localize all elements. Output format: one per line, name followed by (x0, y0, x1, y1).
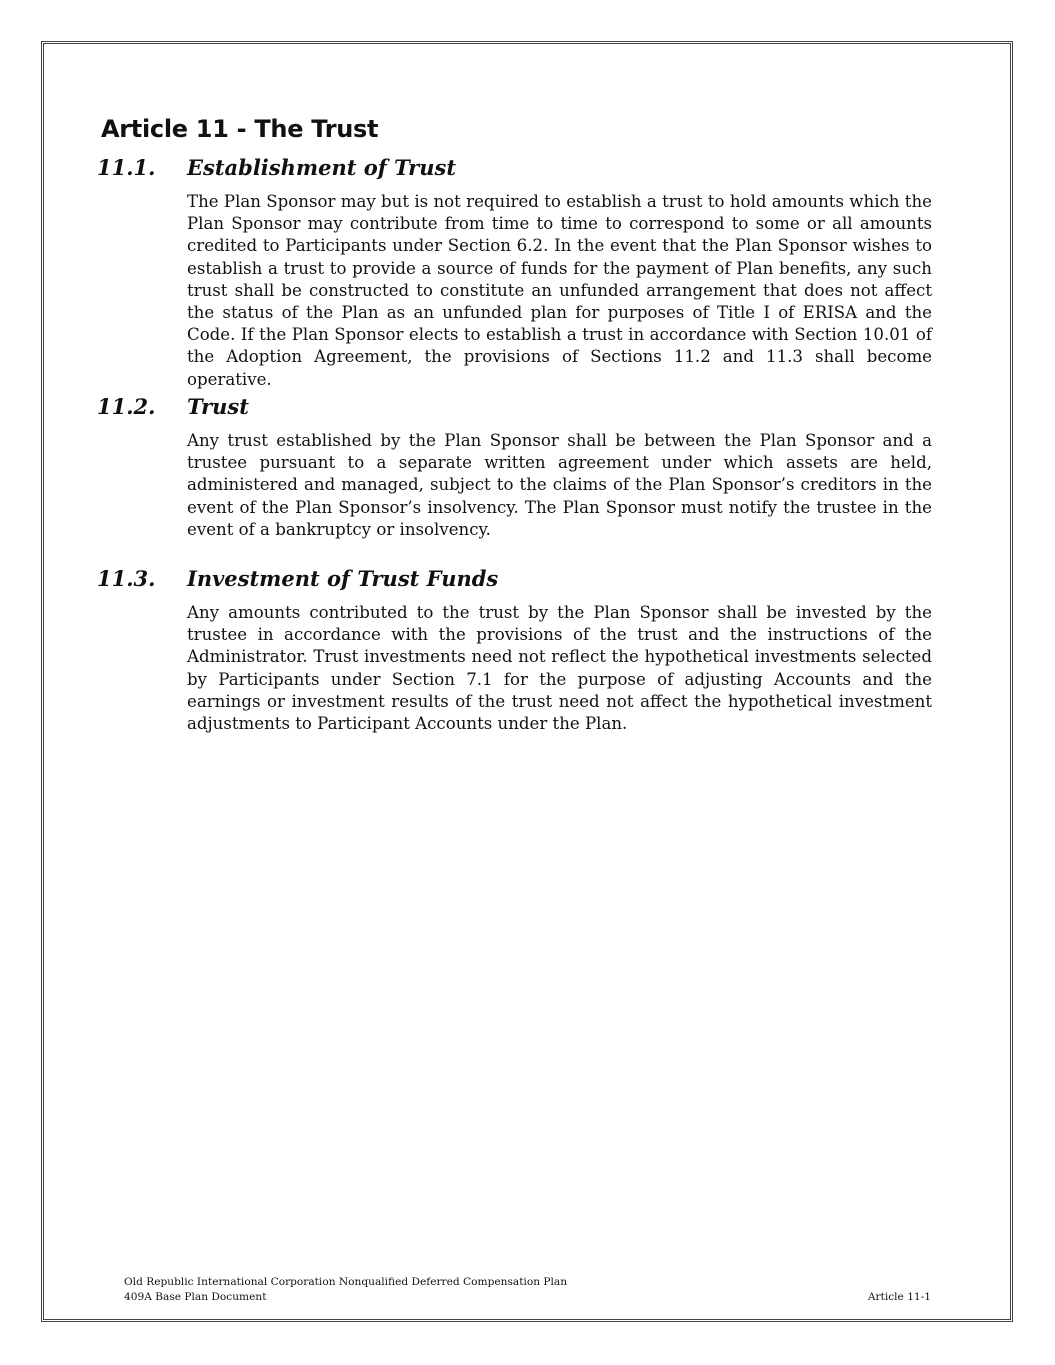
footer-document-type: 409A Base Plan Document (124, 1291, 267, 1303)
section-title: Establishment of Trust (187, 155, 457, 180)
section-11-2 (97, 393, 932, 541)
section-heading (97, 154, 932, 182)
section-number: 11.2. (97, 394, 156, 419)
article-title: Article 11 - The Trust (101, 115, 379, 143)
footer-page-label: Article 11-1 (867, 1291, 931, 1303)
section-number: 11.3. (97, 566, 156, 591)
section-number: 11.1. (97, 155, 156, 180)
section-heading (97, 565, 932, 593)
section-body: The Plan Sponsor may but is not required to establish a trust to hold amounts which the Plan Sponsor may contribute from time to time to correspond to some or all amounts credited to Participants under Section 6.2. In the event that the Plan Sponsor wishes to establish a trust to provide a source of funds for the payment of Plan benefits, any such trust shall be constructed to constitute an unfunded arrangement that does not affect the status of the Plan as an unfunded plan for purposes of Title I of ERISA and the Code. If the Plan Sponsor elects to establish a trust in accordance with Section 10.01 of the Adoption Agreement, the provisions of Sections 11.2 and 11.3 shall become operative. (187, 192, 932, 389)
footer-plan-name: Old Republic International Corporation Nonqualified Deferred Compensation Plan (124, 1276, 568, 1288)
section-11-3 (97, 565, 932, 735)
section-heading (97, 393, 932, 421)
section-title: Investment of Trust Funds (187, 566, 499, 591)
section-title: Trust (187, 394, 249, 419)
section-body: Any amounts contributed to the trust by the Plan Sponsor shall be invested by the trustee in accordance with the provisions of the trust and the instructions of the Administrator. Trust investments need not reflect the hypothetical investments selected by Participants under Section 7.1 for the purpose of adjusting Accounts and the earnings or investment results of the trust need not affect the hypothetical investment adjustments to Participant Accounts under the Plan. (187, 603, 932, 734)
footer-document-info (124, 1275, 567, 1305)
section-body: Any trust established by the Plan Sponsor shall be between the Plan Sponsor and a trustee pursuant to a separate written agreement under which assets are held, administered and managed, subject to the claims of the Plan Sponsor’s creditors in the event of the Plan Sponsor’s insolvency. The Plan Sponsor must notify the trustee in the event of a bankruptcy or insolvency. (187, 431, 932, 539)
section-11-1 (97, 154, 932, 391)
